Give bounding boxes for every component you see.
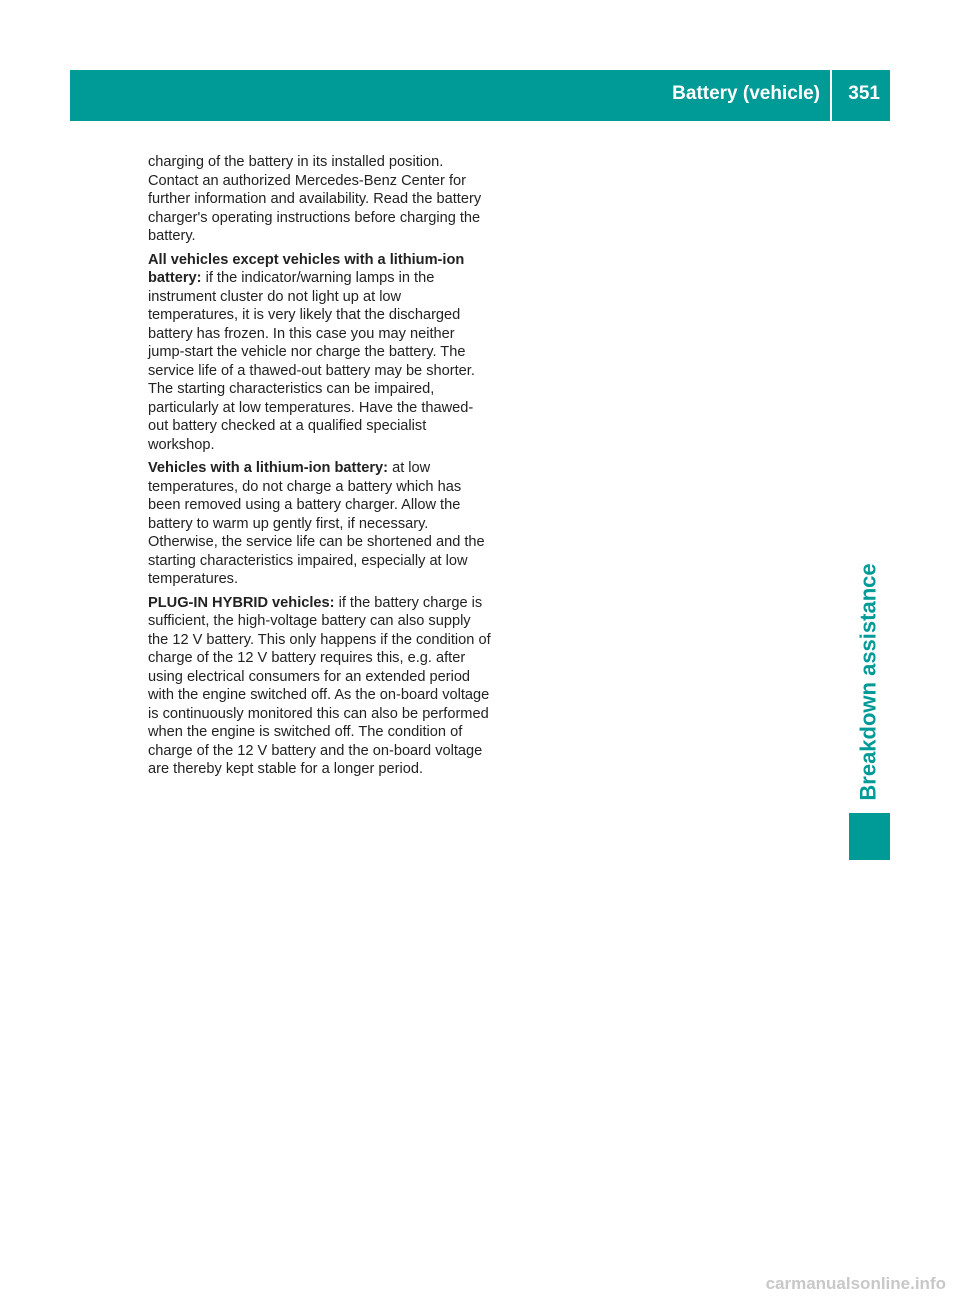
paragraph-3-lead: Vehicles with a lithium-ion battery: xyxy=(148,460,389,476)
paragraph-3-text: at low temperatures, do not charge a battery which has been removed using a battery charger. Allow the battery to warm up gently first, if necessary. Otherwise, the service life can be shortened and the starting characteristics impaired, especially at low temperatures. xyxy=(148,460,485,587)
paragraph-4 xyxy=(148,594,493,779)
paragraph-1 xyxy=(148,153,493,246)
header-bar xyxy=(70,70,890,121)
side-section-label xyxy=(848,556,890,808)
header-divider xyxy=(830,70,832,121)
paragraph-2 xyxy=(148,251,493,455)
paragraph-4-lead: PLUG-IN HYBRID vehicles: xyxy=(148,594,335,611)
paragraph-2-lead: All vehicles except vehicles with a lithium-ion battery: xyxy=(148,251,465,286)
side-section-text: Breakdown assistance xyxy=(856,563,882,801)
paragraph-2-text: if the indicator/warning lamps in the instrument cluster do not light up at low temperatures, it is very likely that the discharged battery has frozen. In this case you may neither jump-start the vehicle nor charge the battery. The service life of a thawed-out battery may be shorter. The starting characteristics can be impaired, particularly at low temperatures. Have the thawed-out battery checked at a qualified specialist workshop. xyxy=(148,270,475,453)
side-section-marker xyxy=(849,813,890,860)
paragraph-3 xyxy=(148,459,493,589)
paragraph-1-text: charging of the battery in its installed position. Contact an authorized Mercedes-Benz Center for further information and availability. Read the battery charger's operating instructions before charging the battery. xyxy=(148,154,482,244)
paragraph-4-text: if the battery charge is sufficient, the high-voltage battery can also supply the 12 V battery. This only happens if the condition of charge of the 12 V battery requires this, e.g. after using electrical consumers for an extended period with the engine switched off. As the on-board voltage is continuously monitored this can also be performed when the engine is switched off. The condition of charge of the 12 V battery and the on-board voltage are thereby kept stable for a longer period. xyxy=(148,594,491,777)
section-title: Battery (vehicle) xyxy=(672,83,820,104)
page-number: 351 xyxy=(848,83,880,104)
body-text xyxy=(148,153,493,784)
watermark: carmanualsonline.info xyxy=(765,1274,946,1293)
